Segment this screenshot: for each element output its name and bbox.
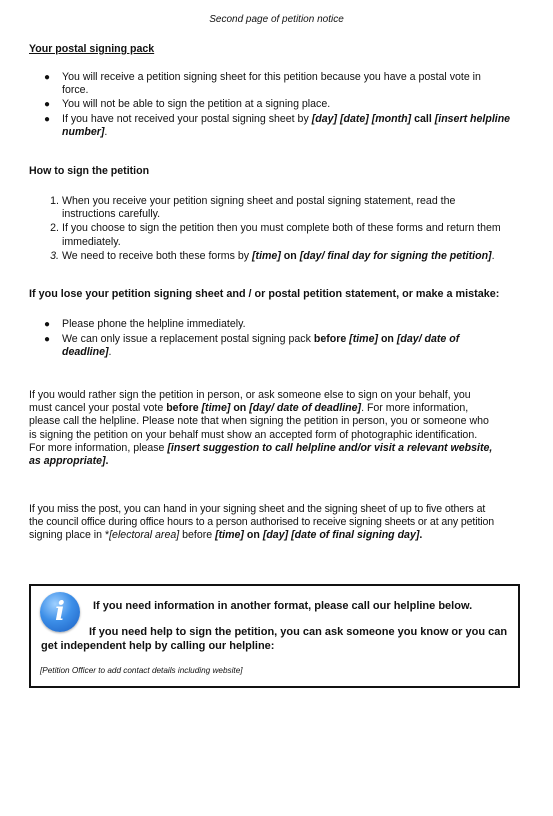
list-item: 1. When you receive your petition signing sheet and postal signing statement, read the [50,195,456,207]
miss-post-paragraph: If you miss the post, you can hand in your signing sheet and the signing sheet of up to five others at the council office during office hours to a person authorised to receive signing sheets or at any petition signing place in *[electoral area] before [time] on [day] [date of final signing day]. [29,503,495,542]
list-item: number]. [62,125,108,138]
info-line-format: If you need information in another format, please call our helpline below. [93,600,473,612]
list-item: ● We can only issue a replacement postal signing pack before [time] on [day/ date of [44,333,460,346]
info-line-help: If you need help to sign the petition, you can ask someone you know or you can get independent help by calling our helpline: [41,626,508,652]
in-person-paragraph: If you would rather sign the petition in person, or ask someone else to sign on your behalf, you must cancel your postal vote before [time] on [day/ date of deadline]. For more information, please call the helpline. Please note that when signing the petition in person, you or someone who is signing the petition on your behalf must show an accepted form of photographic identification. For more information, please [insert suggestion to call helpline and/or visit a relevant website, as appropriate]. [29,389,493,468]
list-item: deadline]. [62,346,112,359]
list-item: instructions carefully. [62,208,161,221]
bullet-icon: ● [44,113,51,125]
postal-pack-list [29,71,529,139]
page-header: Second page of petition notice [209,14,344,25]
list-item: 3. We need to receive both these forms by [time] on [day/ final day for signing the petition]. [50,249,495,262]
how-to-sign-heading: How to sign the petition [29,165,150,177]
how-to-sign-list [29,195,529,263]
list-item: ● If you have not received your postal signing sheet by [day] [date] [month] call [insert helpline [44,112,511,125]
bullet-icon: ● [44,99,51,111]
list-item: ● Please phone the helpline immediately. [44,318,246,330]
bullet-icon: ● [44,334,51,346]
contact-details-note: [Petition Officer to add contact details including website] [40,666,243,675]
info-icon: i [40,592,80,632]
list-item: 2. If you choose to sign the petition then you must complete both of these forms and return them [50,222,501,235]
list-item: immediately. [62,235,121,248]
lose-list [29,318,529,360]
list-item: ● You will not be able to sign the petition at a signing place. [44,98,331,111]
bullet-icon: ● [44,319,51,330]
lose-heading: If you lose your petition signing sheet and / or postal petition statement, or make a mistake: [29,288,500,300]
helpline-info-box [29,584,520,688]
list-item: ● You will receive a petition signing sheet for this petition because you have a postal vote in [44,71,481,83]
list-item: force. [62,84,89,97]
bullet-icon: ● [44,72,51,83]
postal-pack-heading: Your postal signing pack [29,43,155,55]
